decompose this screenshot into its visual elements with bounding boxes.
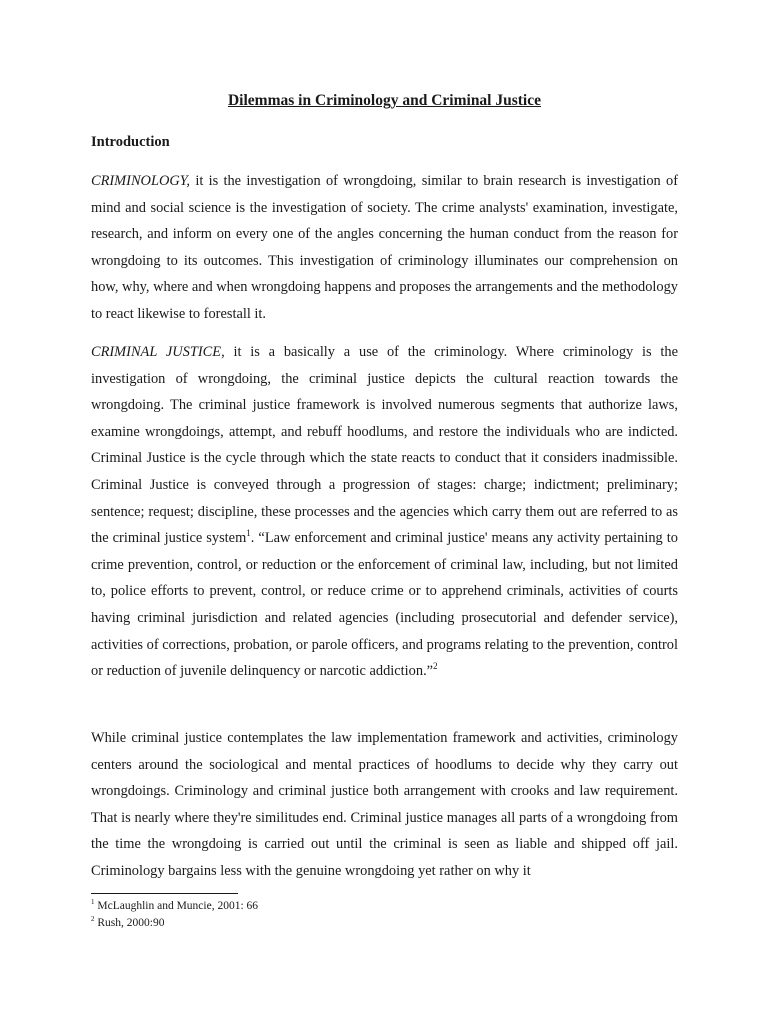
footnote-text: Rush, 2000:90 bbox=[94, 917, 165, 929]
footnote bbox=[91, 915, 164, 931]
footnote bbox=[91, 898, 258, 914]
section-heading: Introduction bbox=[91, 134, 170, 150]
paragraph-criminology bbox=[91, 168, 678, 328]
footnote-separator bbox=[91, 893, 238, 894]
paragraph-lead-term: CRIMINOLOGY, bbox=[91, 173, 191, 189]
footnote-number: 1 bbox=[91, 898, 95, 907]
paragraph-body: it is the investigation of wrongdoing, similar to brain research is investigation of mind and social science is the investigation of society. The crime analysts' examination, investigate, research, and inform on every one of the angles concerning the human conduct from the reason for wrongdoing to its outcomes. This investigation of criminology illuminates our comprehension on how, why, where and when wrongdoing happens and proposes the arrangements and the methodology to react likewise to forestall it. bbox=[91, 173, 678, 322]
footnote-text: McLaughlin and Muncie, 2001: 66 bbox=[94, 900, 259, 912]
document-title: Dilemmas in Criminology and Criminal Justice bbox=[227, 92, 541, 109]
paragraph-criminal-justice bbox=[91, 339, 678, 685]
footnote-reference: 2 bbox=[433, 661, 438, 672]
paragraph-body: While criminal justice contemplates the law implementation framework and activities, criminology centers around the sociological and mental practices of hoodlums to decide why they carry out wrongdoings. Criminology and criminal justice both arrangement with crooks and law requirement. That is nearly where they're similitudes end. Criminal justice manages all parts of a wrongdoing from the time the wrongdoing is carried out until the criminal is seen as liable and shipped off jail. Criminology bargains less with the genuine wrongdoing yet rather on why it bbox=[91, 730, 678, 879]
paragraph-comparison bbox=[91, 725, 678, 885]
footnote-reference: 1 bbox=[246, 528, 251, 539]
paragraph-body: , it is a basically a use of the criminology. Where criminology is the investigation of wrongdoing, the criminal justice depicts the cultural reaction towards the wrongdoing. The criminal justice framework is involved numerous segments that authorize laws, examine wrongdoings, attempt, and rebuff hoodlums, and restore the individuals who are indicted. Criminal Justice is the cycle through which the state reacts to conduct that it considers inadmissible. Criminal Justice is conveyed through a progression of stages: charge; indictment; preliminary; sentence; request; discipline, these processes and the agencies which carry them out are referred to as the criminal justice system bbox=[91, 344, 678, 547]
footnote-number: 2 bbox=[91, 915, 95, 924]
paragraph-body: . “Law enforcement and criminal justice' means any activity pertaining to crime prevention, control, or reduction or the enforcement of criminal law, including, but not limited to, police efforts to prevent, control, or reduce crime or to apprehend criminals, activities of courts having criminal jurisdiction and related agencies (including prosecutorial and defender service), activities of corrections, probation, or parole officers, and programs relating to the prevention, control or reduction of juvenile delinquency or narcotic addiction.” bbox=[91, 530, 678, 680]
paragraph-lead-term: CRIMINAL JUSTICE bbox=[91, 344, 222, 360]
